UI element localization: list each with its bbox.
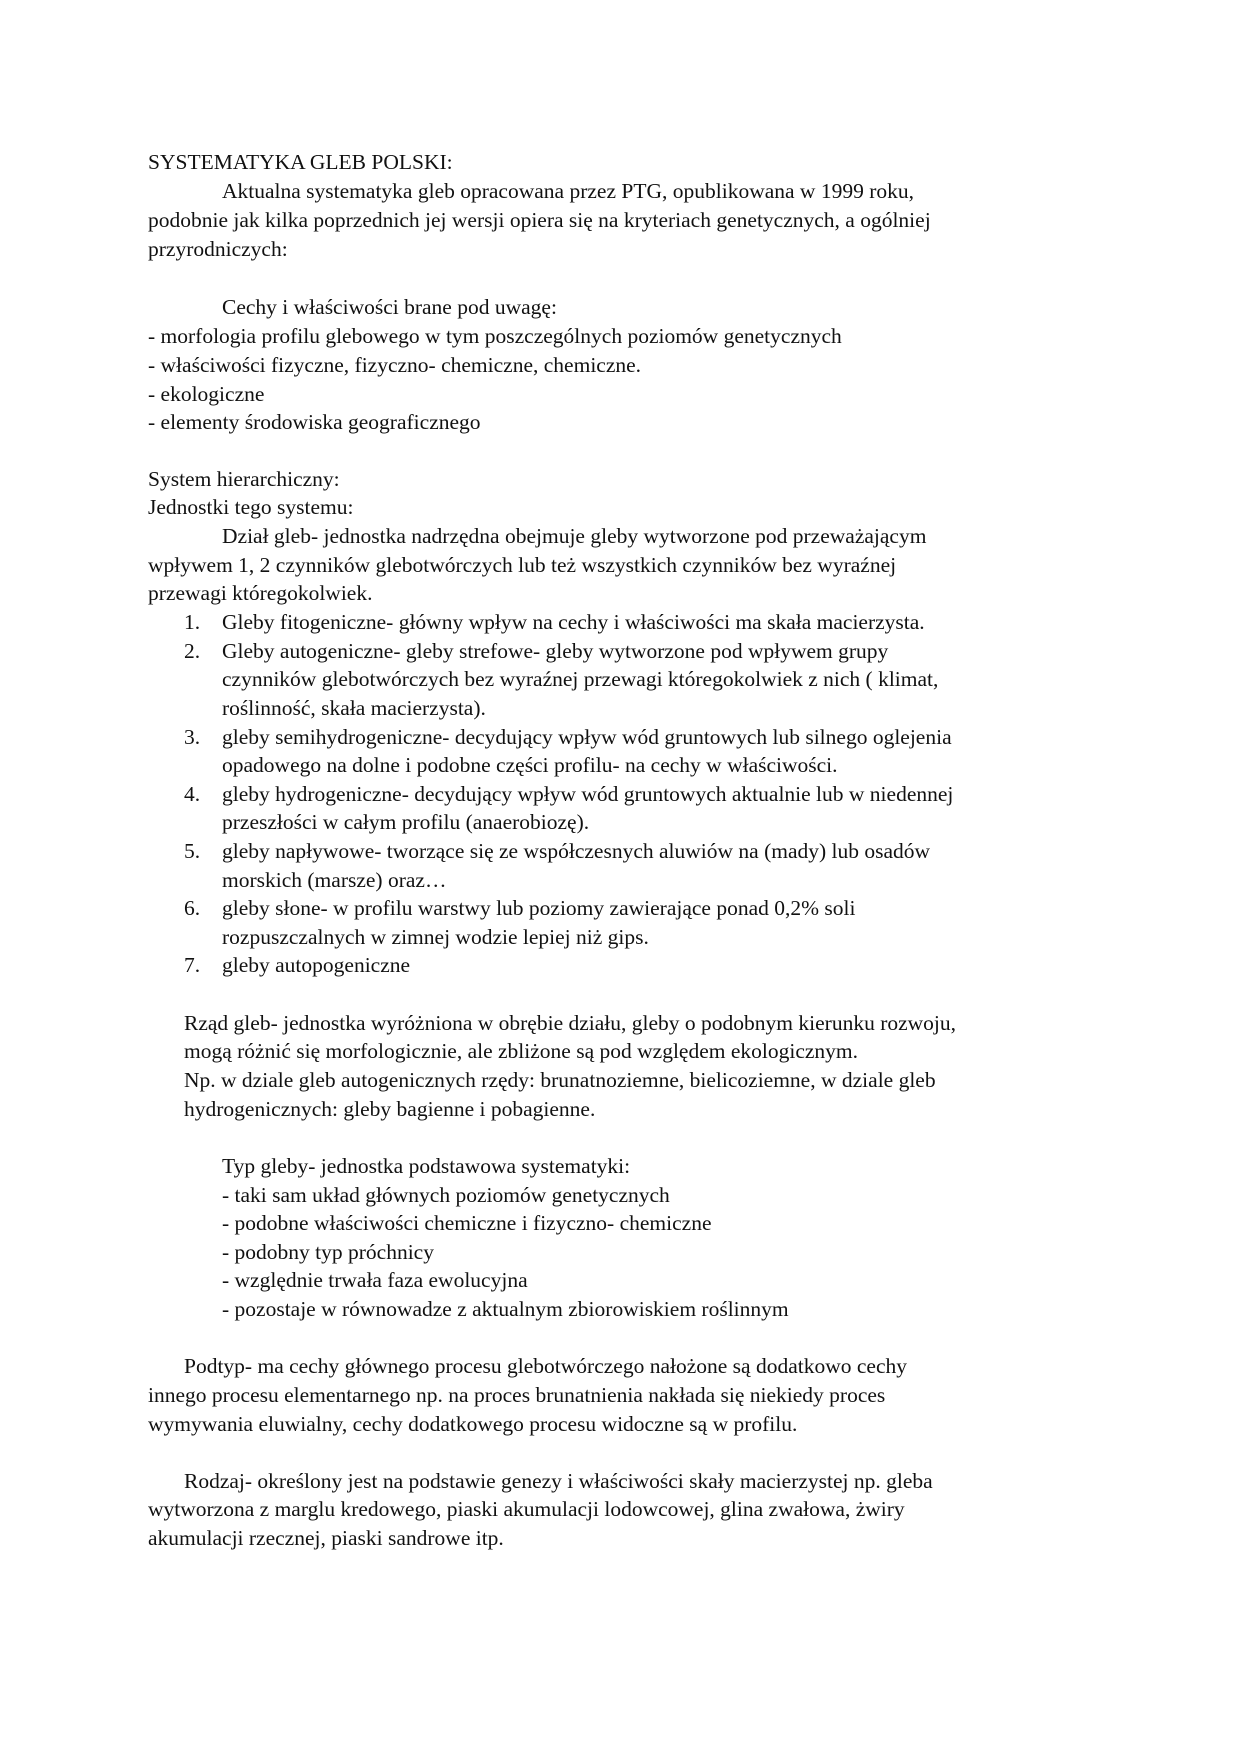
features-heading: Cechy i właściwości brane pod uwagę: bbox=[222, 295, 557, 319]
list-number: 1. bbox=[184, 610, 201, 634]
podtyp-line: innego procesu elementarnego np. na proces brunatnienia nakłada się niekiedy proces bbox=[148, 1383, 886, 1407]
list-item-line: morskich (marsze) oraz… bbox=[222, 868, 447, 892]
list-number: 5. bbox=[184, 839, 201, 863]
document-title: SYSTEMATYKA GLEB POLSKI: bbox=[148, 150, 453, 174]
typ-item: - podobny typ próchnicy bbox=[222, 1240, 434, 1264]
typ-heading: Typ gleby- jednostka podstawowa systematyki: bbox=[222, 1154, 631, 1178]
intro-line: Aktualna systematyka gleb opracowana przez PTG, opublikowana w 1999 roku, bbox=[222, 179, 914, 203]
intro-line: przyrodniczych: bbox=[148, 237, 288, 261]
dzial-line: wpływem 1, 2 czynników glebotwórczych lub też wszystkich czynników bez wyraźnej bbox=[148, 553, 897, 577]
units-heading: Jednostki tego systemu: bbox=[148, 495, 354, 519]
typ-item: - podobne właściwości chemiczne i fizyczno- chemiczne bbox=[222, 1211, 712, 1235]
feature-item: - właściwości fizyczne, fizyczno- chemiczne, chemiczne. bbox=[148, 353, 642, 377]
rzad-line: hydrogenicznych: gleby bagienne i pobagienne. bbox=[184, 1097, 596, 1121]
feature-item: - morfologia profilu glebowego w tym poszczególnych poziomów genetycznych bbox=[148, 324, 842, 348]
list-item-line: gleby hydrogeniczne- decydujący wpływ wód gruntowych aktualnie lub w niedennej bbox=[222, 782, 954, 806]
dzial-line: Dział gleb- jednostka nadrzędna obejmuje gleby wytworzone pod przeważającym bbox=[222, 524, 927, 548]
list-item-line: gleby napływowe- tworzące się ze współczesnych aluwiów na (mady) lub osadów bbox=[222, 839, 931, 863]
list-item-line: Gleby autogeniczne- gleby strefowe- gleby wytworzone pod wpływem grupy bbox=[222, 639, 889, 663]
list-number: 4. bbox=[184, 782, 201, 806]
list-item-line: opadowego na dolne i podobne części profilu- na cechy w właściwości. bbox=[222, 753, 838, 777]
list-number: 6. bbox=[184, 896, 201, 920]
feature-item: - elementy środowiska geograficznego bbox=[148, 410, 481, 434]
rzad-line: Rząd gleb- jednostka wyróżniona w obrębie działu, gleby o podobnym kierunku rozwoju, bbox=[184, 1011, 957, 1035]
list-number: 2. bbox=[184, 639, 201, 663]
intro-line: podobnie jak kilka poprzednich jej wersji opiera się na kryteriach genetycznych, a ogólniej bbox=[148, 208, 931, 232]
podtyp-line: Podtyp- ma cechy głównego procesu glebotwórczego nałożone są dodatkowo cechy bbox=[184, 1354, 908, 1378]
list-number: 3. bbox=[184, 725, 201, 749]
list-item-line: gleby semihydrogeniczne- decydujący wpływ wód gruntowych lub silnego oglejenia bbox=[222, 725, 952, 749]
rodzaj-line: Rodzaj- określony jest na podstawie genezy i właściwości skały macierzystej np. gleba bbox=[184, 1469, 933, 1493]
list-item-line: gleby autopogeniczne bbox=[222, 953, 411, 977]
rzad-line: mogą różnić się morfologicznie, ale zbliżone są pod względem ekologicznym. bbox=[184, 1039, 859, 1063]
rodzaj-line: wytworzona z marglu kredowego, piaski akumulacji lodowcowej, glina zwałowa, żwiry bbox=[148, 1497, 905, 1521]
dzial-line: przewagi któregokolwiek. bbox=[148, 581, 373, 605]
system-heading: System hierarchiczny: bbox=[148, 467, 340, 491]
list-item-line: roślinność, skała macierzysta). bbox=[222, 696, 486, 720]
typ-item: - względnie trwała faza ewolucyjna bbox=[222, 1268, 528, 1292]
list-item-line: czynników glebotwórczych bez wyraźnej przewagi któregokolwiek z nich ( klimat, bbox=[222, 667, 939, 691]
list-number: 7. bbox=[184, 953, 201, 977]
list-item-line: Gleby fitogeniczne- główny wpływ na cechy i właściwości ma skała macierzysta. bbox=[222, 610, 925, 634]
rzad-line: Np. w dziale gleb autogenicznych rzędy: brunatnoziemne, bielicoziemne, w dziale gleb bbox=[184, 1068, 936, 1092]
typ-item: - pozostaje w równowadze z aktualnym zbiorowiskiem roślinnym bbox=[222, 1297, 789, 1321]
list-item-line: rozpuszczalnych w zimnej wodzie lepiej niż gips. bbox=[222, 925, 649, 949]
podtyp-line: wymywania eluwialny, cechy dodatkowego procesu widoczne są w profilu. bbox=[148, 1412, 798, 1436]
typ-item: - taki sam układ głównych poziomów genetycznych bbox=[222, 1183, 670, 1207]
list-item-line: gleby słone- w profilu warstwy lub poziomy zawierające ponad 0,2% soli bbox=[222, 896, 856, 920]
rodzaj-line: akumulacji rzecznej, piaski sandrowe itp. bbox=[148, 1526, 504, 1550]
list-item-line: przeszłości w całym profilu (anaerobiozę). bbox=[222, 810, 590, 834]
feature-item: - ekologiczne bbox=[148, 382, 265, 406]
